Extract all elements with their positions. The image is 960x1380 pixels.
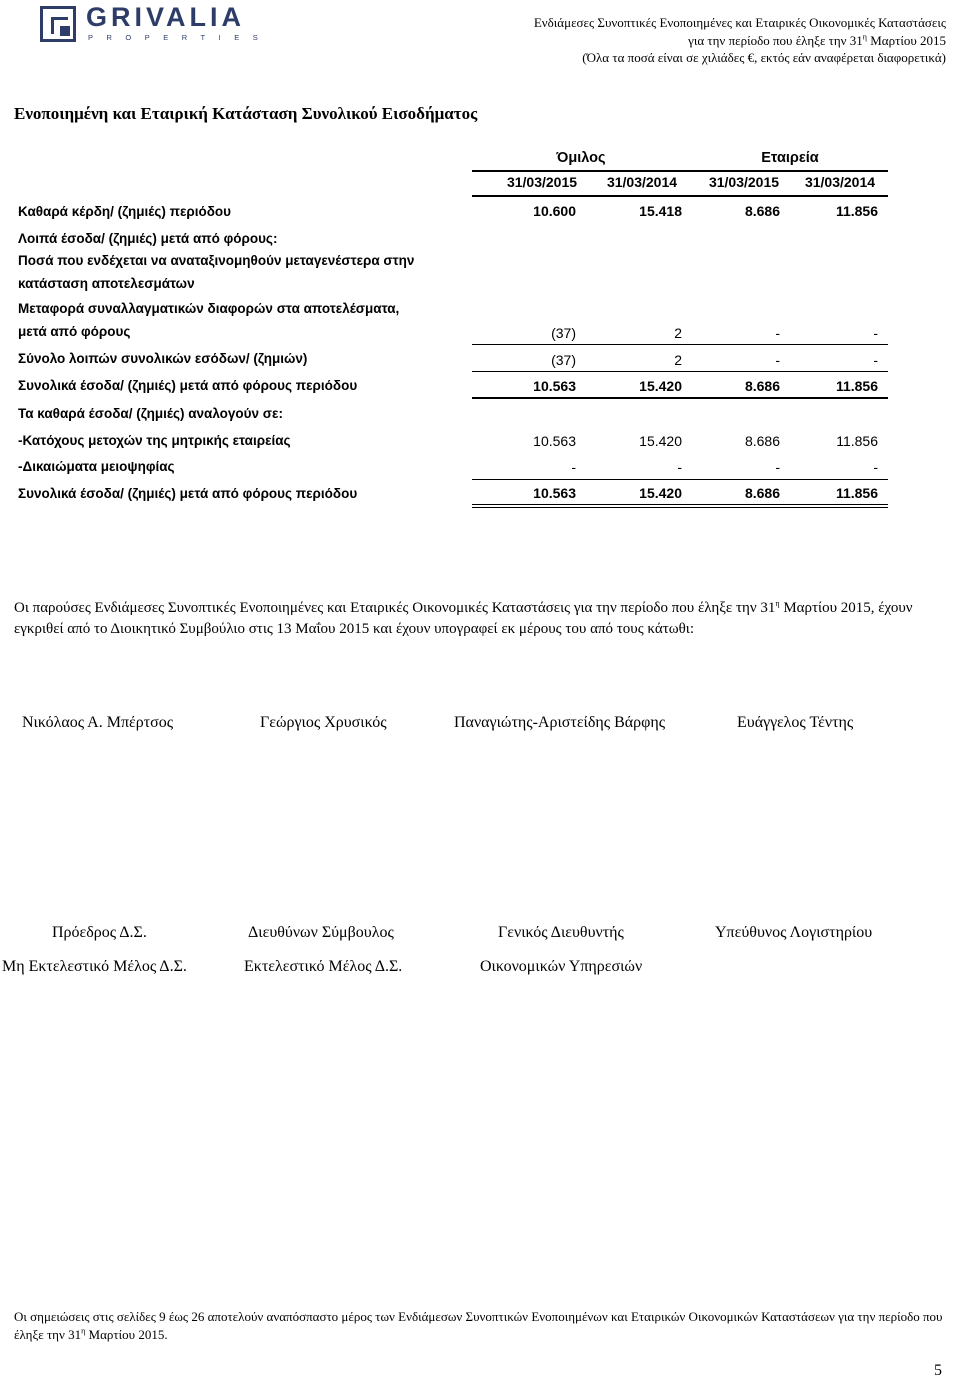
subtotal-rule bbox=[472, 371, 888, 372]
row-value: 10.600 bbox=[533, 203, 576, 219]
row-value: - bbox=[873, 352, 878, 368]
row-value: 15.418 bbox=[639, 203, 682, 219]
row-value: 8.686 bbox=[744, 378, 780, 394]
row-value: 8.686 bbox=[744, 485, 780, 501]
row-label: Λοιπά έσοδα/ (ζημιές) μετά από φόρους: bbox=[18, 231, 278, 246]
row-label: -Δικαιώματα μειοψηφίας bbox=[18, 459, 175, 474]
row-value: 8.686 bbox=[744, 203, 780, 219]
total-rule bbox=[472, 507, 888, 508]
date-rule bbox=[472, 195, 888, 197]
income-statement-table bbox=[0, 0, 960, 540]
company-header: Εταιρεία bbox=[761, 150, 819, 166]
signatory-role: Εκτελεστικό Μέλος Δ.Σ. bbox=[244, 958, 403, 975]
signatory-role: Διευθύνων Σύμβουλος bbox=[248, 924, 394, 941]
row-value: 8.686 bbox=[744, 433, 780, 449]
row-label: Συνολικά έσοδα/ (ζημιές) μετά από φόρους περιόδου bbox=[18, 378, 358, 393]
row-value: 15.420 bbox=[639, 378, 682, 394]
row-value: - bbox=[571, 459, 576, 475]
row-value: - bbox=[775, 352, 780, 368]
page-title: Ενοποιημένη και Εταιρική Κατάσταση Συνολικού Εισοδήματος bbox=[14, 104, 478, 123]
signatory-name: Παναγιώτης-Αριστείδης Βάρφης bbox=[454, 714, 666, 731]
row-value: (37) bbox=[551, 352, 576, 368]
row-value: - bbox=[677, 459, 682, 475]
page-number: 5 bbox=[934, 1362, 942, 1379]
subtotal-rule bbox=[472, 479, 888, 480]
date-header: 31/03/2015 bbox=[506, 174, 578, 190]
row-value: 11.856 bbox=[835, 485, 878, 501]
signatory-name: Γεώργιος Χρυσικός bbox=[260, 714, 387, 731]
row-value: 11.856 bbox=[835, 203, 878, 219]
row-label: Συνολικά έσοδα/ (ζημιές) μετά από φόρους περιόδου bbox=[18, 486, 358, 501]
row-label: κατάσταση αποτελεσμάτων bbox=[18, 276, 195, 291]
row-label: μετά από φόρους bbox=[18, 324, 131, 339]
row-value: (37) bbox=[551, 325, 576, 341]
row-label: Σύνολο λοιπών συνολικών εσόδων/ (ζημιών) bbox=[18, 351, 308, 366]
date-header: 31/03/2014 bbox=[804, 174, 876, 190]
row-value: 11.856 bbox=[836, 433, 878, 449]
row-value: - bbox=[775, 459, 780, 475]
approval-paragraph: Οι παρούσες Ενδιάμεσες Συνοπτικές Ενοποιημένες και Εταιρικές Οικονομικές Καταστάσεις για την περίοδο που έληξε την $31^\eta$ Μαρτίου 2015, έχουν εγκριθεί από το Διοικητικό Συμβούλιο στις 13 Μαΐου 2015 και έχουν υπογραφεί εκ μέρους του από τους κάτωθι: bbox=[14, 599, 913, 637]
total-rule bbox=[472, 504, 888, 505]
signatory-role: Πρόεδρος Δ.Σ. bbox=[52, 924, 147, 941]
row-value: 2 bbox=[674, 325, 682, 341]
row-label: Τα καθαρά έσοδα/ (ζημιές) αναλογούν σε: bbox=[18, 406, 283, 421]
row-value: - bbox=[873, 325, 878, 341]
date-header: 31/03/2015 bbox=[708, 174, 780, 190]
signatory-name: Νικόλαος Α. Μπέρτσος bbox=[22, 714, 174, 731]
row-value: 10.563 bbox=[533, 433, 576, 449]
signatory-role: Γενικός Διευθυντής bbox=[498, 924, 624, 941]
row-label: -Κατόχους μετοχών της μητρικής εταιρείας bbox=[18, 433, 291, 448]
logo-name: GRIVALIA bbox=[86, 2, 245, 32]
signatory-role: Μη Εκτελεστικό Μέλος Δ.Σ. bbox=[2, 958, 187, 975]
signatory-role: Υπεύθυνος Λογιστηρίου bbox=[715, 924, 873, 941]
row-value: 2 bbox=[674, 352, 682, 368]
total-rule bbox=[472, 397, 888, 399]
signatory-role: Οικονομικών Υπηρεσιών bbox=[480, 958, 643, 975]
header-line-2: για την περίοδο που έληξε την $31^\eta$ Μαρτίου 2015 bbox=[688, 32, 946, 48]
row-value: 15.420 bbox=[639, 485, 682, 501]
group-header: Όμιλος bbox=[556, 150, 606, 166]
row-label: Ποσά που ενδέχεται να αναταξινομηθούν μεταγενέστερα στην bbox=[18, 253, 415, 268]
row-label: Μεταφορά συναλλαγματικών διαφορών στα αποτελέσματα, bbox=[18, 301, 400, 316]
footer-note: Οι σημειώσεις στις σελίδες 9 έως 26 αποτελούν αναπόσπαστο μέρος των Ενδιάμεσων Συνοπτικών Ενοποιημένων και Εταιρικών Οικονομικών Καταστάσεων για την περίοδο που έληξε την $31^\eta$ Μαρτίου 2015. bbox=[14, 1309, 943, 1342]
row-value: 11.856 bbox=[835, 378, 878, 394]
signatory-name: Ευάγγελος Τέντης bbox=[737, 714, 854, 731]
row-value: 10.563 bbox=[533, 485, 576, 501]
logo-subtitle: PROPERTIES bbox=[88, 33, 272, 42]
row-value: 15.420 bbox=[639, 433, 682, 449]
row-value: - bbox=[775, 325, 780, 341]
date-header: 31/03/2014 bbox=[606, 174, 678, 190]
row-value: 10.563 bbox=[533, 378, 576, 394]
header-rule bbox=[472, 170, 888, 172]
header-line-3: (Όλα τα ποσά είναι σε χιλιάδες €, εκτός εάν αναφέρεται διαφορετικά) bbox=[582, 50, 946, 65]
subtotal-rule bbox=[472, 344, 888, 345]
header-line-1: Ενδιάμεσες Συνοπτικές Ενοποιημένες και Εταιρικές Οικονομικές Καταστάσεις bbox=[533, 15, 946, 30]
row-label: Καθαρά κέρδη/ (ζημιές) περιόδου bbox=[18, 204, 232, 219]
row-value: - bbox=[873, 459, 878, 475]
